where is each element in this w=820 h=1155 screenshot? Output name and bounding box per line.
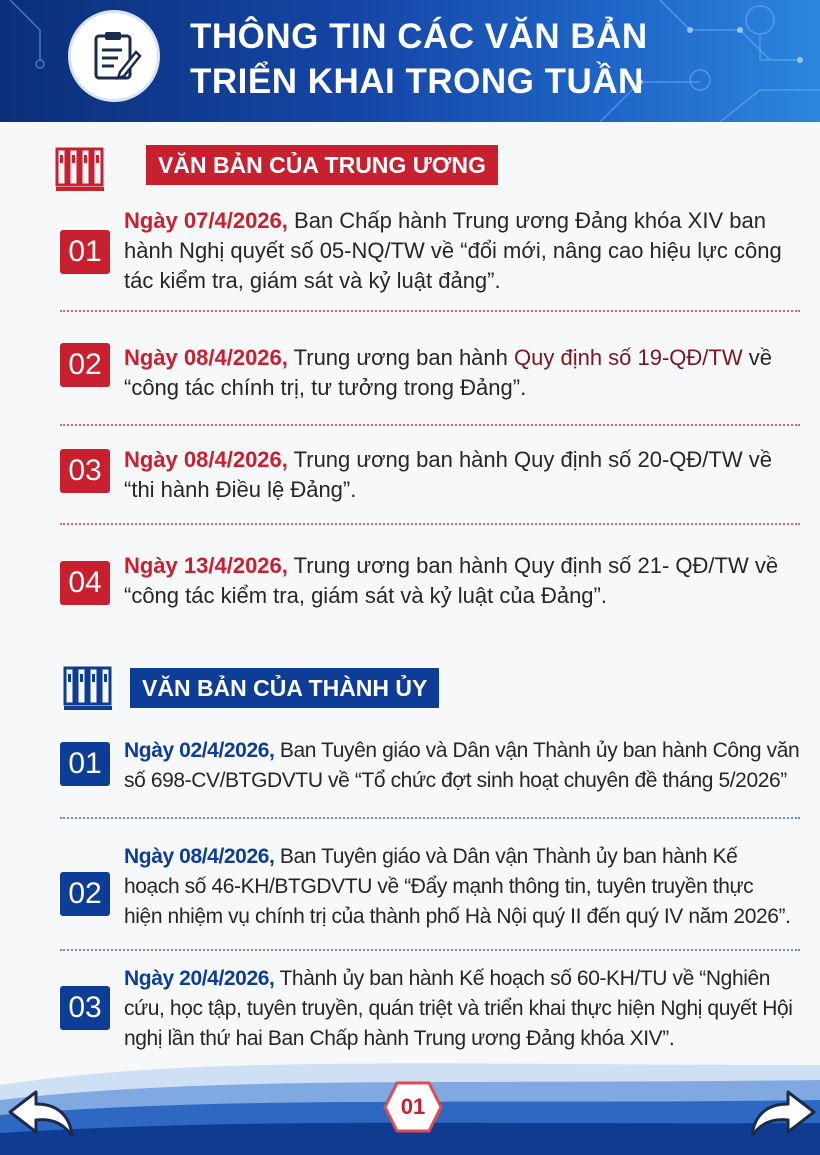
item-divider <box>60 949 800 951</box>
section-title-city: VĂN BẢN CỦA THÀNH ỦY <box>130 668 439 708</box>
item-text-line: Ban Tuyên giáo và Dân vận Thành ủy ban hành Kế <box>274 845 738 868</box>
item-divider <box>60 817 800 819</box>
item-number-badge: 04 <box>60 561 110 605</box>
item-date: Ngày 08/4/2026, <box>124 845 275 868</box>
item-text-line: Ban Chấp hành Trung ương Đảng khóa XIV ban <box>287 208 766 233</box>
item-text <box>124 964 810 1054</box>
item-text-line: Thành ủy ban hành Kế hoạch số 60-KH/TU về “Nghiên <box>274 967 771 990</box>
page-number: 01 <box>400 1094 426 1119</box>
item-date: Ngày 02/4/2026, <box>124 739 275 762</box>
item-text <box>124 445 810 505</box>
back-arrow-icon[interactable] <box>6 1086 76 1140</box>
item-text-line: số 698-CV/BTGDVTU về “Tổ chức đợt sinh hoạt chuyên đề tháng 5/2026” <box>124 769 787 792</box>
item-date: Ngày 13/4/2026, <box>124 553 288 578</box>
item-text <box>124 206 810 296</box>
item-date: Ngày 07/4/2026, <box>124 208 288 233</box>
item-number-badge: 02 <box>60 343 110 387</box>
item-date: Ngày 08/4/2026, <box>124 447 288 472</box>
item-text <box>124 343 810 403</box>
page-title-line-2: TRIỂN KHAI TRONG TUẦN <box>190 62 644 101</box>
item-number-badge: 03 <box>60 986 110 1030</box>
item-text-line: cứu, học tập, tuyên truyền, quán triệt và triển khai thực hiện Nghị quyết Hội <box>124 997 793 1020</box>
page-title-line-1: THÔNG TIN CÁC VĂN BẢN <box>190 17 648 56</box>
item-text <box>124 842 810 932</box>
item-text-line: “thi hành Điều lệ Đảng”. <box>124 477 357 502</box>
item-text-line: “công tác chính trị, tư tưởng trong Đảng”. <box>124 375 527 400</box>
forward-arrow-icon[interactable] <box>748 1086 818 1140</box>
item-text-line: Trung ương ban hành Quy định số 20-QĐ/TW về <box>287 447 772 472</box>
item-divider <box>60 424 800 426</box>
section-title-central: VĂN BẢN CỦA TRUNG ƯƠNG <box>146 145 498 185</box>
item-text-line: hành Nghị quyết số 05-NQ/TW về “đổi mới, nâng cao hiệu lực công <box>124 238 782 263</box>
item-text-line: “công tác kiểm tra, giám sát và kỷ luật của Đảng”. <box>124 583 607 608</box>
item-text-highlight: Quy định số 19-QĐ/TW <box>514 345 743 370</box>
item-text-line: hiện nhiệm vụ chính trị của thành phố Hà Nội quý II đến quý IV năm 2026”. <box>124 905 791 928</box>
item-number-badge: 03 <box>60 449 110 493</box>
header-banner <box>0 0 820 122</box>
item-number-badge: 01 <box>60 742 110 786</box>
item-number-badge: 01 <box>60 230 110 274</box>
item-date: Ngày 08/4/2026, <box>124 345 288 370</box>
page-number-badge <box>382 1080 444 1134</box>
item-date: Ngày 20/4/2026, <box>124 967 275 990</box>
item-text-line: hoạch số 46-KH/BTGDVTU về “Đẩy mạnh thông tin, tuyên truyền thực <box>124 875 754 898</box>
item-text-line: Ban Tuyên giáo và Dân vận Thành ủy ban hành Công văn <box>274 739 800 762</box>
item-number-badge: 02 <box>60 872 110 916</box>
item-text <box>124 551 810 611</box>
item-text-line: Trung ương ban hành Quy định số 21- QĐ/TW về <box>287 553 779 578</box>
books-icon <box>62 660 114 712</box>
books-icon <box>54 141 106 193</box>
item-text <box>124 736 810 796</box>
item-text-line: Trung ương ban hành <box>287 345 514 370</box>
item-divider <box>60 523 800 525</box>
item-divider <box>60 310 800 312</box>
page-title <box>190 14 710 104</box>
item-text-line: về <box>742 345 772 370</box>
item-text-line: nghị lần thứ hai Ban Chấp hành Trung ương Đảng khóa XIV”. <box>124 1027 675 1050</box>
item-text-line: tác kiểm tra, giám sát và kỷ luật đảng”. <box>124 268 501 293</box>
clipboard-pen-icon <box>68 10 160 102</box>
